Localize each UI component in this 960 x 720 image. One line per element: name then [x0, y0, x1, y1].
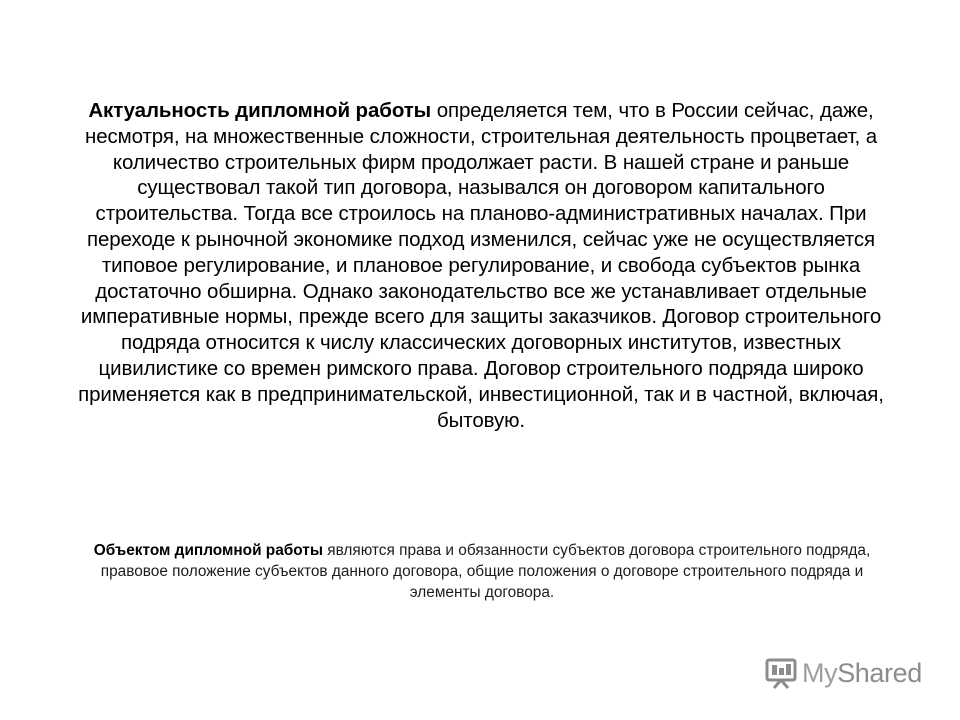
logo-text — [802, 658, 922, 689]
object-text: являются права и обязанности субъектов договора строительного подряда, правовое положение субъектов данного договора, общие положения о договоре строительного подряда и элементы договора. — [100, 542, 871, 601]
myshared-logo[interactable] — [764, 652, 922, 694]
presentation-board-icon — [764, 656, 798, 690]
logo-text-shared: Shared — [837, 657, 922, 688]
relevance-lead: Актуальность дипломной работы — [88, 99, 432, 122]
relevance-text: определяется тем, что в России сейчас, даже, несмотря, на множественные сложности, строительная деятельность процветает, а количество строительных фирм продолжает расти. В нашей стране и раньше существовал такой тип договора, назывался он договором капитального строительства. Тогда все строилось на планово-административных началах. При переходе к рыночной экономике подход изменился, сейчас уже не осуществляется типовое регулирование, и плановое регулирование, и свобода субъектов рынка достаточно обширна. Однако законодательство все же устанавливает отдельные императивные нормы, прежде всего для защиты заказчиков. Договор строительного подряда относится к числу классических договорных институтов, известных цивилистике со времен римского права. Договор строительного подряда широко применяется как в предпринимательской, инвестиционной, так и в частной, включая, бытовую. — [78, 99, 884, 432]
logo-text-my: My — [802, 657, 838, 688]
object-lead: Объектом дипломной работы — [93, 542, 323, 559]
object-paragraph — [92, 540, 872, 603]
relevance-paragraph — [72, 98, 890, 433]
